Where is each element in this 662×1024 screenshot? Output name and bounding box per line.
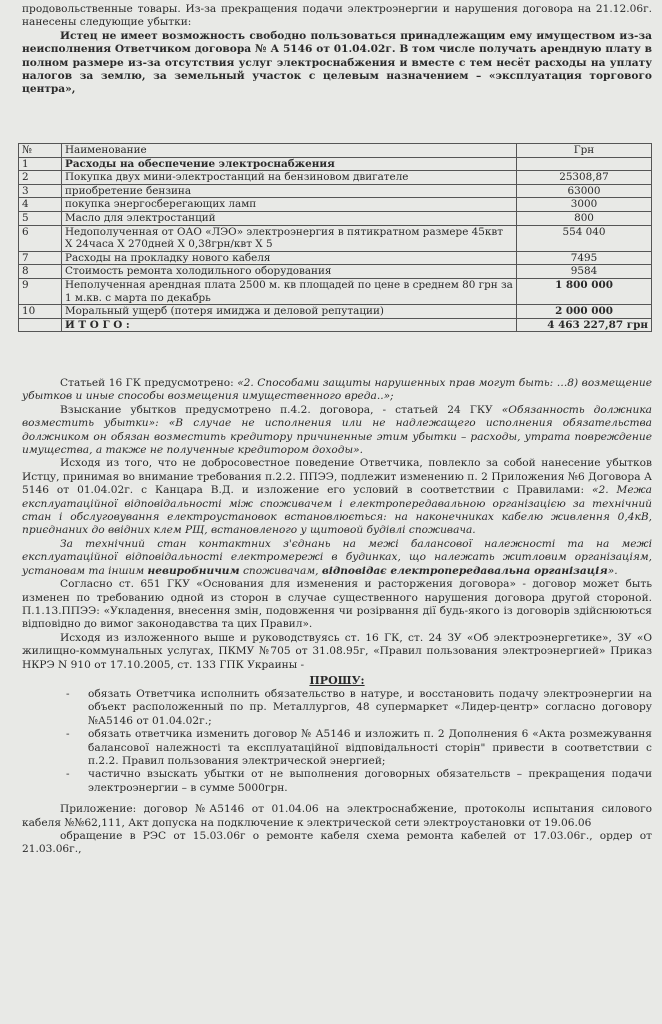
row-name: Моральный ущерб (потеря имиджа и деловой репутации) — [62, 305, 517, 319]
intro-paragraph: Истец не имеет возможность свободно пользоваться принадлежащим ему имуществом из-за неисполнения Ответчиком договора № А 5146 от 01.04.02г. В том числе получать арендную плату в полном размере из-за отсутствия услуг электроснабжения и вместе с тем несёт расходы на уплату налогов за землю, за земельный участок с целевым назначением – «эксплуатация торгового центра», — [22, 29, 652, 96]
table-row — [19, 211, 652, 225]
table-row — [19, 225, 652, 251]
row-num: 2 — [19, 171, 62, 185]
table-row — [19, 251, 652, 265]
row-name: Неполученная арендная плата 2500 м. кв площадей по цене в среднем 80 грн за 1 м.кв. с марта по декабрь — [62, 278, 517, 304]
legal-basis-paragraph: Исходя из изложенного выше и руководствуясь ст. 16 ГК, ст. 24 ЗУ «Об электроэнергетике», ЗУ «О жилищно-коммунальных услугах, ПКМУ №705 от 31.08.95г, «Правил пользования электроэнергией» Приказ НКРЭ N 910 от 17.10.2005, ст. 133 ГПК Украины - — [22, 631, 652, 671]
intro-line: продовольственные товары. Из-за прекращения подачи электроэнергии и нарушения договора на 21.12.06г. нанесены следующие убытки: — [22, 3, 652, 29]
row-num: 4 — [19, 198, 62, 212]
table-header-row — [19, 144, 652, 158]
row-name: приобретение бензина — [62, 184, 517, 198]
total-num-cell — [19, 318, 62, 332]
request-item: - частично взыскать убытки от не выполнения договорных обязательств – прекращения подачи электроэнергии – в сумме 5000грн. — [22, 768, 652, 795]
row-num: 8 — [19, 265, 62, 279]
row-amount: 800 — [517, 211, 652, 225]
table-row — [19, 157, 652, 171]
request-item: - обязать Ответчика исполнить обязательство в натуре, и восстановить подачу электроэнергии на объект расположенный по пр. Металлургов, 48 супермаркет «Лидер-центр» согласно договору №А5146 от 01.04.02г.; — [22, 688, 652, 728]
row-num: 9 — [19, 278, 62, 304]
article-24-paragraph: Взыскание убытков предусмотрено п.4.2. договора, - статьей 24 ГКУ «Обязанность должника возместить убытки»: «В случае не исполнения или не надлежащего исполнения обязательства должником он обязан возместить кредитору причиненные этим убытки – расходы, утрата повреждение имущества, а также не полученные кредитором доходы». — [22, 403, 652, 457]
article-16-paragraph: Статьей 16 ГК предусмотрено: «2. Способами защиты нарушенных прав могут быть: …8) возмещение убытков и иные способы возмещения имущественного вреда..»; — [22, 377, 652, 403]
row-num: 6 — [19, 225, 62, 251]
table-row — [19, 265, 652, 279]
row-amount: 9584 — [517, 265, 652, 279]
row-amount: 3000 — [517, 198, 652, 212]
losses-table — [18, 143, 652, 332]
appendix-paragraph-2: обращение в РЭС от 15.03.06г о ремонте кабеля схема ремонта кабелей от 17.03.06г., ордер от 21.03.06г., — [22, 830, 652, 856]
row-name: Расходы на прокладку нового кабеля — [62, 251, 517, 265]
claim-body — [22, 377, 652, 857]
row-amount: 25308,87 — [517, 171, 652, 185]
row-amount: 63000 — [517, 184, 652, 198]
row-num: 7 — [19, 251, 62, 265]
article-651-paragraph: Согласно ст. 651 ГКУ «Основания для изменения и расторжения договора» - договор может быть изменен по требованию одной из сторон в случае существенного нарушения договора другой стороной. П.1.13.ППЭЭ: «Укладення, внесення змін, подовження чи розірвання дії будь-якого із договорів здійснюються відповідно до вимог законодавства та цих Правил». — [22, 578, 652, 631]
row-num: 10 — [19, 305, 62, 319]
row-name: Масло для электростанций — [62, 211, 517, 225]
table-row — [19, 278, 652, 304]
table-row — [19, 171, 652, 185]
row-name: Недополученная от ОАО «ЛЭО» электроэнергия в пятикратном размере 45квт Х 24часа Х 270дней Х 0,38грн/квт Х 5 — [62, 225, 517, 251]
total-amount: 4 463 227,87 грн — [517, 318, 652, 332]
row-name: покупка энергосберегающих ламп — [62, 198, 517, 212]
request-title: ПРОШУ: — [309, 673, 365, 687]
row-name: Стоимость ремонта холодильного оборудования — [62, 265, 517, 279]
header-num: № — [19, 144, 62, 158]
row-amount: 2 000 000 — [517, 305, 652, 319]
header-amount: Грн — [517, 144, 652, 158]
total-label: И Т О Г О : — [62, 318, 517, 332]
row-num: 3 — [19, 184, 62, 198]
table-total-row — [19, 318, 652, 332]
table-row — [19, 198, 652, 212]
row-num: 5 — [19, 211, 62, 225]
row-name: Покупка двух мини-электростанций на бензиновом двигателе — [62, 171, 517, 185]
request-item: - обязать ответчика изменить договор № А5146 и изложить п. 2 Дополнения 6 «Акта розмежування балансової належності та експлуатаційної відповідальності сторін" привести в соответствии с п.2.2. Правил пользования электрической энергией; — [22, 728, 652, 768]
row-name: Расходы на обеспечение электроснабжения — [62, 157, 517, 171]
row-amount: 1 800 000 — [517, 278, 652, 304]
row-amount: 554 040 — [517, 225, 652, 251]
appendix-paragraph: Приложение: договор №А5146 от 01.04.06 на электроснабжение, протоколы испытания силового кабеля №№62,111, Акт допуска на подключение к электрической сети электроустановки от 19.06.06 — [22, 803, 652, 829]
table-row — [19, 305, 652, 319]
change-contract-paragraph: Исходя из того, что не добросовестное поведение Ответчика, повлекло за собой нанесение убытков Истцу, принимая во внимание требования п.2.2. ППЭЭ, подлежит изменению п. 2 Приложения №6 Договора А 5146 от 01.04.02г. с Канцара В.Д. и изложение его условий в соответствии с Правилами: «2. Межа експлуатаційної відповідальності між споживачем і електропередавальною організацією за технічний стан і обслуговування електроустановок встановлюється: на наконечниках кабелю живлення 0,4кВ, приєднаних до ввідних клем РЩ, встановленого у щитовой будівлі споживача. — [22, 457, 652, 537]
row-num: 1 — [19, 157, 62, 171]
responsibility-paragraph: За технічний стан контактних з'єднань на межі балансової належності та на межі експлуатаційної відповідальності електромережі в будинках, що належать житловим організаціям, установам та іншим невиробничим споживачам, відповідає електропередавальна організація». — [22, 537, 652, 577]
intro-section — [22, 3, 652, 97]
header-name: Наименование — [62, 144, 517, 158]
row-amount — [517, 157, 652, 171]
request-list — [22, 688, 652, 795]
row-amount: 7495 — [517, 251, 652, 265]
table-row — [19, 184, 652, 198]
